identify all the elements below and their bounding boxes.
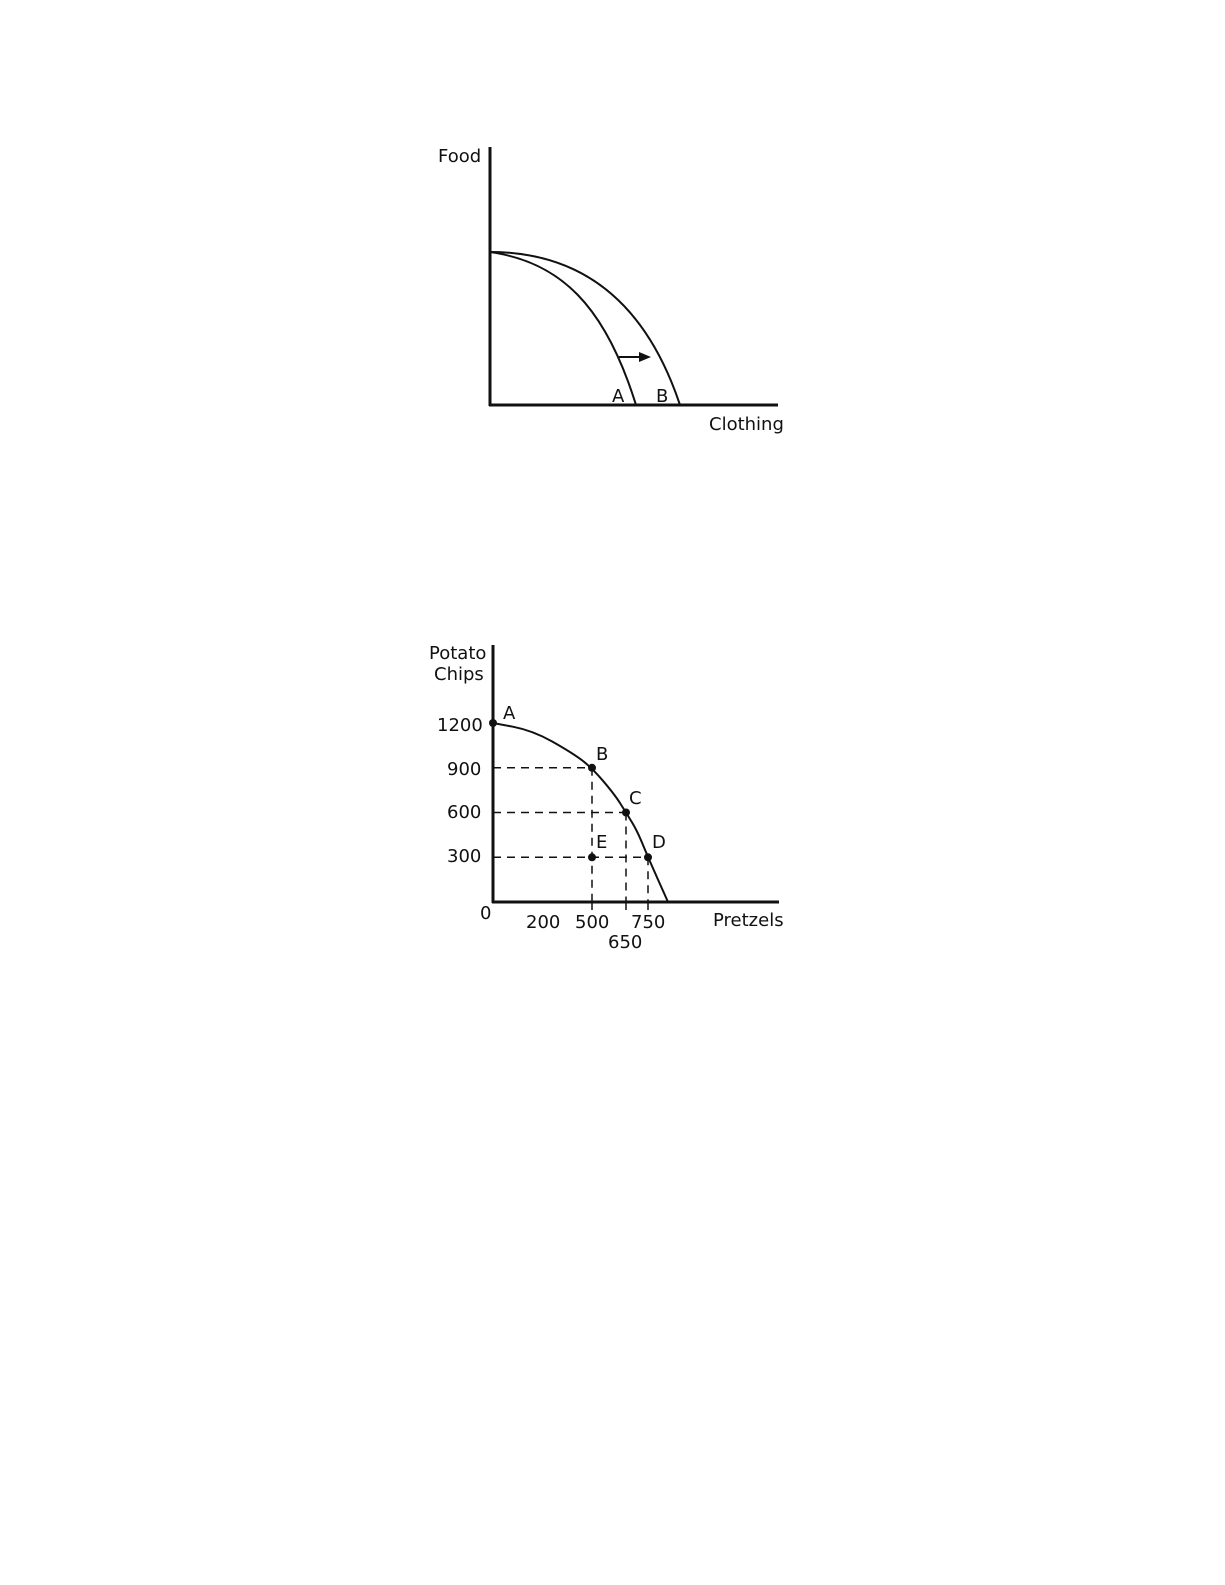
chart1-curve-b-label: B bbox=[656, 386, 669, 407]
chart2-origin-label: 0 bbox=[480, 903, 492, 924]
chart2-x-tick-500: 500 bbox=[575, 912, 610, 933]
chart2-point-d-label: D bbox=[652, 832, 666, 853]
chart1-shift-arrow-head bbox=[639, 352, 651, 362]
chart2-y-tick-300: 300 bbox=[447, 846, 482, 867]
chart2-point-e-label: E bbox=[596, 832, 608, 853]
chart2-point-c-label: C bbox=[629, 788, 642, 809]
chart2-points bbox=[489, 719, 652, 861]
chart2-y-axis-label-line2: Chips bbox=[434, 664, 484, 685]
chart2-guide-lines bbox=[493, 768, 648, 902]
chart2-point-b-label: B bbox=[596, 744, 609, 765]
chart1-curve-b bbox=[490, 252, 680, 405]
chart2-point-a bbox=[489, 719, 497, 727]
chart2-y-axis-label-line1: Potato bbox=[429, 643, 487, 664]
chart1-curve-a bbox=[490, 252, 636, 405]
chart1-curve-a-label: A bbox=[612, 386, 625, 407]
ppf-points-chart bbox=[429, 643, 784, 953]
chart2-point-d bbox=[644, 853, 652, 861]
chart2-point-c bbox=[622, 809, 630, 817]
chart2-x-tick-750: 750 bbox=[631, 912, 666, 933]
chart2-x-axis-label: Pretzels bbox=[713, 910, 784, 931]
chart2-x-tick-650: 650 bbox=[608, 932, 643, 953]
chart2-y-tick-1200: 1200 bbox=[437, 715, 483, 736]
chart2-point-e bbox=[588, 853, 596, 861]
chart2-y-tick-600: 600 bbox=[447, 802, 482, 823]
ppf-shift-chart bbox=[438, 146, 784, 435]
chart2-point-b bbox=[588, 764, 596, 772]
chart1-x-axis-label: Clothing bbox=[709, 414, 784, 435]
chart1-y-axis-label: Food bbox=[438, 146, 482, 167]
chart2-x-tick-200: 200 bbox=[526, 912, 561, 933]
chart2-point-a-label: A bbox=[503, 703, 516, 724]
chart2-y-tick-900: 900 bbox=[447, 759, 482, 780]
